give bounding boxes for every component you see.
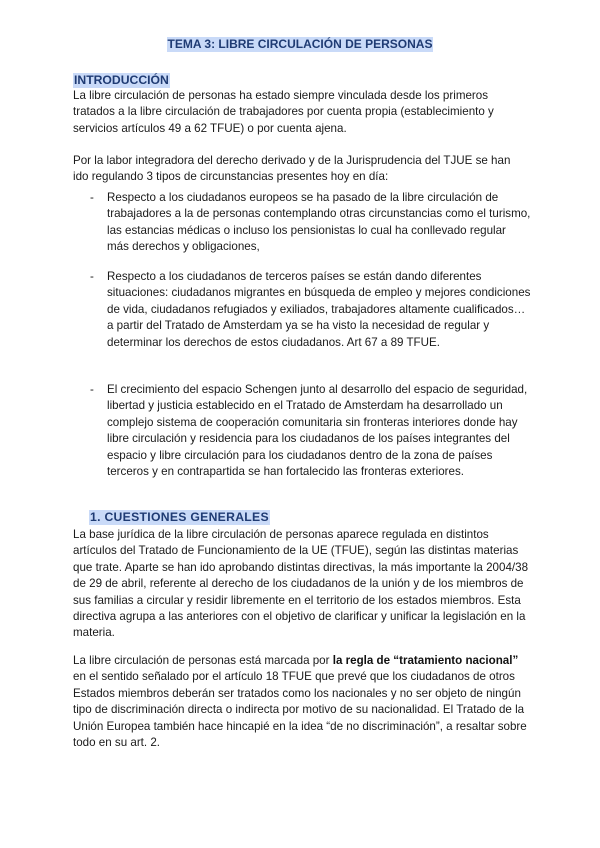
introduction-heading: INTRODUCCIÓN [74, 73, 169, 87]
general-issues-heading: 1. CUESTIONES GENERALES [90, 510, 269, 524]
general-issues-paragraph: La base jurídica de la libre circulación de personas aparece regulada en distintos artículos del Tratado de Funcionamiento de la UE (TFUE), según las distintas materias que trate. Aparte se han ido aprobando distintas directivas, la más importante la 2004/38 de 29 de abril, referente al derecho de los ciudadanos de la unión y de los miembros de sus familias a circular y residir libremente en el territorio de los estados miembros. Esta directiva agrupa a las anteriores con el objetivo de clarificar y unificar la legislación en la materia. [73, 528, 529, 640]
introduction-paragraph: La libre circulación de personas ha estado siempre vinculada desde los primeros tratados a la libre circulación de trabajadores por cuenta propia (establecimiento y servicios artículos 49 a 62 TFUE) o por cuenta ajena. [73, 89, 494, 135]
bullet-dash: - [90, 383, 94, 396]
list-item-text: Respecto a los ciudadanos europeos se ha pasado de la libre circulación de trabajadores a la de personas contemplando otras circunstancias como el turismo, las estancias médicas o incluso los pensionistas lo cual ha conllevado regular más derechos y obligaciones, [107, 191, 531, 254]
paragraph-text-start: La libre circulación de personas está marcada por [73, 654, 333, 667]
list-item-text: Respecto a los ciudadanos de terceros países se están dando diferentes situaciones: ciudadanos migrantes en búsqueda de empleo y mejores condiciones de vida, ciudadanos refugiados y exiliados, trabajadores altamente cualificados…a partir del Tratado de Amsterdam ya se ha visto la necesidad de regular y determinar los derechos de estos ciudadanos. Art 67 a 89 TFUE. [107, 270, 531, 349]
bullet-dash: - [90, 191, 94, 204]
national-treatment-rule-bold: la regla de “tratamiento nacional” [332, 654, 519, 667]
list-item-text: El crecimiento del espacio Schengen junto al desarrollo del espacio de seguridad, libertad y justicia establecido en el Tratado de Amsterdam ha desarrollado un complejo sistema de cooperación comunitaria sin fronteras interiores donde hay libre circulación y residencia para los ciudadanos de los países integrantes del espacio y libre circulación para los ciudadanos dentro de la zona de países terceros y en contrapartida se han fortalecido las fronteras exteriores. [107, 383, 528, 479]
introduction-paragraph-2: Por la labor integradora del derecho derivado y de la Jurisprudencia del TJUE se han ido regulando 3 tipos de circunstancias presentes hoy en día: [73, 154, 511, 184]
national-treatment-paragraph [73, 653, 529, 751]
title-container [0, 37, 600, 53]
document-title: TEMA 3: LIBRE CIRCULACIÓN DE PERSONAS [167, 37, 433, 51]
bullet-dash: - [90, 270, 94, 283]
paragraph-text-end: en el sentido señalado por el artículo 18 TFUE que prevé que los ciudadanos de otros Estados miembros deberán ser tratados como los nacionales y no ser objeto de ningún tipo de discriminación directa o indirecta por motivo de su nacionalidad. El Tratado de la Unión Europea también hace hincapié en la idea “de no discriminación”, a resaltar sobre todo en su art. 2. [73, 670, 527, 750]
